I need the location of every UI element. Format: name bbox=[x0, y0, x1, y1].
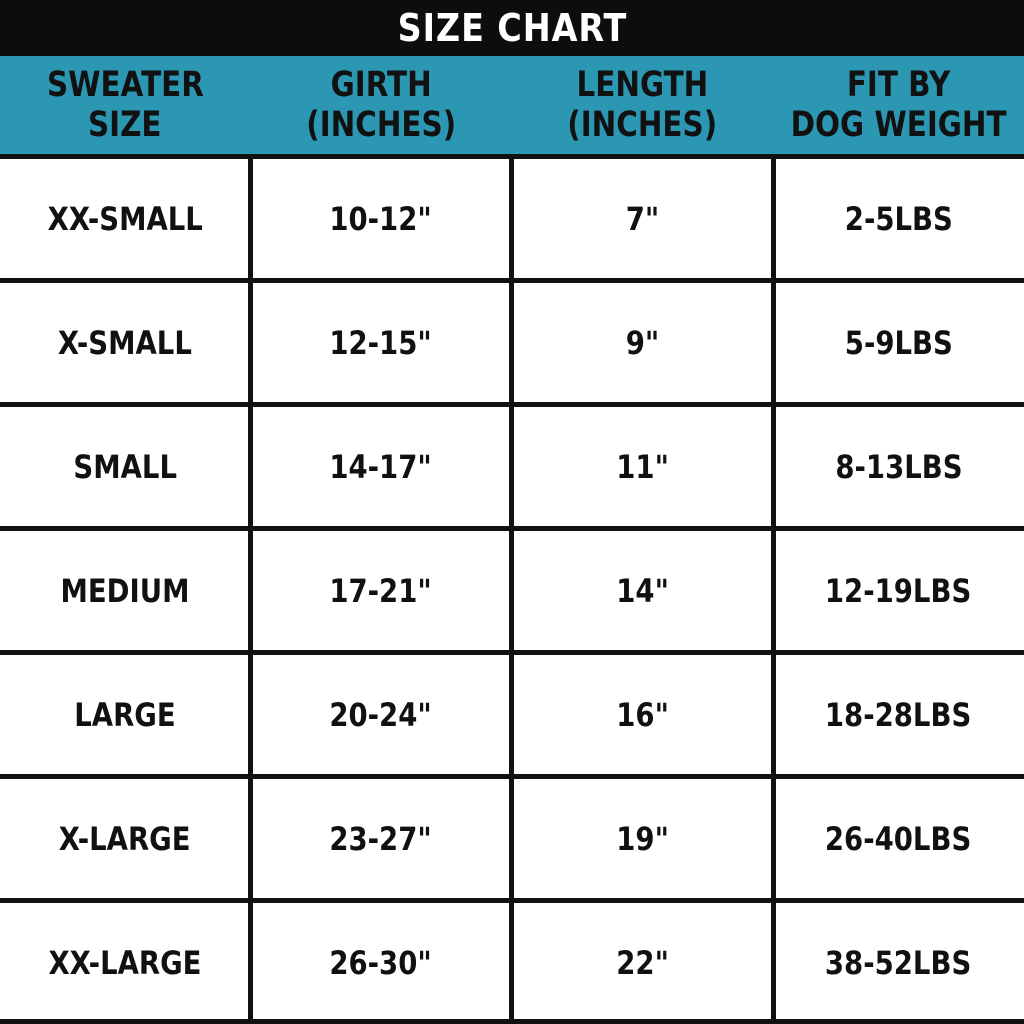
cell-text: 12-19LBS bbox=[825, 571, 972, 610]
chart-title: SIZE CHART bbox=[397, 6, 627, 50]
header-length bbox=[512, 56, 773, 154]
cell-text: 14-17" bbox=[329, 447, 433, 486]
cell-text: 23-27" bbox=[329, 819, 433, 858]
cell-text: 19" bbox=[616, 819, 669, 858]
header-sweater-size bbox=[0, 56, 250, 154]
header-row bbox=[0, 56, 1024, 154]
column-divider bbox=[771, 154, 776, 1024]
cell-weight bbox=[773, 283, 1024, 402]
header-line: (INCHES) bbox=[306, 105, 456, 145]
cell-text: 26-30" bbox=[329, 943, 433, 982]
cell-text: 18-28LBS bbox=[825, 695, 972, 734]
cell-text: 12-15" bbox=[329, 323, 433, 362]
cell-text: 5-9LBS bbox=[844, 323, 953, 362]
cell-text: 7" bbox=[625, 199, 660, 238]
header-line: GIRTH bbox=[330, 65, 432, 105]
cell-girth bbox=[250, 159, 512, 278]
cell-text: 38-52LBS bbox=[825, 943, 972, 982]
cell-girth bbox=[250, 779, 512, 898]
cell-size bbox=[0, 655, 250, 774]
cell-girth bbox=[250, 283, 512, 402]
cell-girth bbox=[250, 407, 512, 526]
column-divider bbox=[509, 154, 514, 1024]
cell-size bbox=[0, 903, 250, 1022]
cell-girth bbox=[250, 903, 512, 1022]
cell-size bbox=[0, 283, 250, 402]
cell-length bbox=[512, 531, 773, 650]
cell-length bbox=[512, 159, 773, 278]
cell-size bbox=[0, 159, 250, 278]
cell-length bbox=[512, 283, 773, 402]
cell-girth bbox=[250, 655, 512, 774]
cell-text: 9" bbox=[625, 323, 660, 362]
cell-size bbox=[0, 407, 250, 526]
cell-text: X-SMALL bbox=[58, 323, 192, 362]
cell-size bbox=[0, 779, 250, 898]
cell-size bbox=[0, 531, 250, 650]
cell-text: 26-40LBS bbox=[825, 819, 972, 858]
cell-text: 8-13LBS bbox=[834, 447, 963, 486]
header-line: SIZE bbox=[88, 105, 162, 145]
cell-text: XX-SMALL bbox=[47, 199, 203, 238]
header-fit-by-weight bbox=[773, 56, 1024, 154]
cell-weight bbox=[773, 655, 1024, 774]
cell-girth bbox=[250, 531, 512, 650]
header-girth bbox=[250, 56, 512, 154]
cell-text: MEDIUM bbox=[60, 571, 190, 610]
cell-text: 11" bbox=[616, 447, 669, 486]
cell-text: 22" bbox=[616, 943, 669, 982]
cell-length bbox=[512, 779, 773, 898]
header-line: (INCHES) bbox=[567, 105, 718, 145]
cell-length bbox=[512, 655, 773, 774]
cell-weight bbox=[773, 159, 1024, 278]
header-line: FIT BY bbox=[846, 65, 951, 105]
cell-text: 14" bbox=[616, 571, 669, 610]
column-divider bbox=[248, 154, 253, 1024]
cell-weight bbox=[773, 407, 1024, 526]
cell-length bbox=[512, 407, 773, 526]
cell-weight bbox=[773, 779, 1024, 898]
cell-length bbox=[512, 903, 773, 1022]
title-bar bbox=[0, 0, 1024, 56]
cell-weight bbox=[773, 903, 1024, 1022]
cell-text: XX-LARGE bbox=[48, 943, 202, 982]
cell-text: SMALL bbox=[73, 447, 177, 486]
cell-text: 16" bbox=[616, 695, 669, 734]
header-line: LENGTH bbox=[576, 65, 709, 105]
cell-text: 2-5LBS bbox=[844, 199, 953, 238]
header-line: DOG WEIGHT bbox=[790, 105, 1007, 145]
cell-weight bbox=[773, 531, 1024, 650]
cell-text: LARGE bbox=[74, 695, 176, 734]
cell-text: 17-21" bbox=[329, 571, 433, 610]
header-line: SWEATER bbox=[46, 65, 204, 105]
cell-text: 10-12" bbox=[329, 199, 433, 238]
cell-text: 20-24" bbox=[329, 695, 433, 734]
cell-text: X-LARGE bbox=[59, 819, 191, 858]
